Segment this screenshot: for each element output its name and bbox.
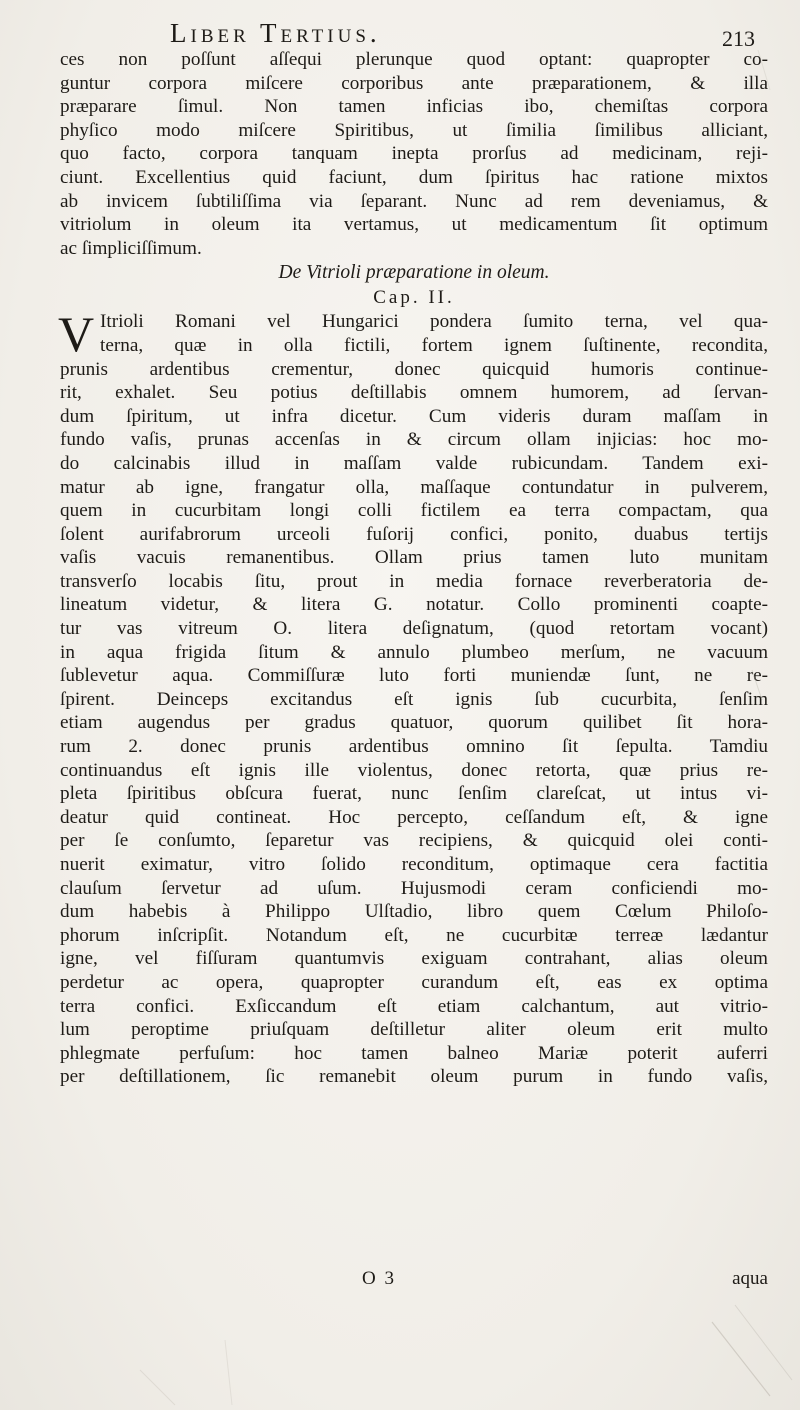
text-line: phorum inſcripſit. Notandum eſt, ne cucurbitæ terreæ lædantur — [60, 924, 768, 946]
page-number: 213 — [722, 26, 755, 51]
text-line: vitriolum in oleum ita vertamus, ut medicamentum ſit optimum — [60, 214, 768, 236]
text-line: lineatum videtur, & litera G. notatur. Collo prominenti coapte- — [60, 594, 768, 616]
text-line: rum 2. donec prunis ardentibus omnino ſit ſepulta. Tamdiu — [60, 736, 768, 758]
text-line: ſpirent. Deinceps excitandus eſt ignis ſub cucurbita, ſenſim — [60, 688, 768, 710]
text-line: Itrioli Romani vel Hungarici pondera ſumito terna, vel qua- — [100, 311, 768, 333]
text-line: dum habebis à Philippo Ulſtadio, libro quem Cœlum Philoſo- — [60, 901, 768, 923]
text-line: igne, vel fiſſuram quantumvis exiguam contrahant, alias oleum — [60, 948, 768, 970]
text-line: ciunt. Excellentius quid faciunt, dum ſpiritus hac ratione mixtos — [60, 166, 768, 188]
text-line: per deſtillationem, ſic remanebit oleum purum in fundo vaſis, — [60, 1066, 768, 1088]
text-line: clauſum ſervetur ad uſum. Hujusmodi ceram conficiendi mo- — [60, 877, 768, 899]
text-line: per ſe conſumto, ſeparetur vas recipiens, & quicquid olei conti- — [60, 830, 768, 852]
paragraph-continuation — [60, 48, 768, 260]
text-line: lum peroptime priuſquam deſtilletur aliter oleum erit multo — [60, 1019, 768, 1041]
text-line: ſolent aurifabrorum urceoli fuſorij confici, ponito, duabus tertijs — [60, 523, 768, 545]
text-line: præparare ſimul. Non tamen inficias ibo, chemiſtas corpora — [60, 96, 768, 118]
text-line: do calcinabis illud in maſſam valde rubicundam. Tandem exi- — [60, 452, 768, 474]
text-line: dum ſpiritum, ut infra dicetur. Cum videris duram maſſam in — [60, 405, 768, 427]
text-line: quo facto, corpora tanquam inepta prorſus ad medicinam, reji- — [60, 143, 768, 165]
catchword: aqua — [732, 1268, 768, 1289]
text-line: etiam augendus per gradus quatuor, quorum quilibet ſit hora- — [60, 712, 768, 734]
text-line: prunis ardentibus crementur, donec quicquid humoris continue- — [60, 358, 768, 380]
text-line: phyſico modo miſcere Spiritibus, ut ſimilia ſimilibus alliciant, — [60, 119, 768, 141]
text-line: matur ab igne, frangatur olla, maſſaque contundatur in pulverem, — [60, 476, 768, 498]
text-line: perdetur ac opera, quapropter curandum eſt, eas ex optima — [60, 971, 768, 993]
text-line: ſublevetur aqua. Commiſſuræ luto forti muniendæ ſunt, ne re- — [60, 665, 768, 687]
text-line: terra confici. Exſiccandum eſt etiam calchantum, aut vitrio- — [60, 995, 768, 1017]
bleed-stroke — [140, 1370, 175, 1405]
signature-mark: O 3 — [362, 1268, 396, 1289]
text-line: deatur quid contineat. Hoc percepto, ceſſandum eſt, & igne — [60, 806, 768, 828]
text-line: tur vas vitreum O. litera deſignatum, (quod retortam vocant) — [60, 618, 768, 640]
chapter-label: Cap. II. — [373, 287, 455, 309]
text-line: fundo vaſis, prunas accenſas in & circum ollam injicias: hoc mo- — [60, 429, 768, 451]
section-title: De Vitrioli præparatione in oleum. — [278, 262, 550, 284]
text-line: terna, quæ in olla fictili, fortem ignem ſuſtinente, recondita, — [100, 334, 768, 356]
page-footer — [60, 1268, 768, 1294]
text-line: ces non poſſunt aſſequi plerunque quod optant: quapropter co- — [60, 49, 768, 70]
text-line: transverſo locabis ſitu, prout in media fornace reverberatoria de- — [60, 570, 768, 592]
text-line: phlegmate perfuſum: hoc tamen balneo Mariæ poterit auferri — [60, 1042, 768, 1064]
page-header — [0, 12, 800, 52]
text-line: ab invicem ſubtiliſſima via ſeparant. Nunc ad rem deveniamus, & — [60, 190, 768, 212]
text-line: in aqua frigida ſitum & annulo plumbeo merſum, ne vacuum — [60, 641, 768, 663]
text-line: ac ſimpliciſſimum. — [60, 237, 202, 259]
body-text — [60, 48, 768, 1089]
text-line: continuandus eſt ignis ille violentus, donec retorta, quæ prius re- — [60, 759, 768, 781]
bleed-stroke — [225, 1340, 232, 1405]
text-line: quem in cucurbitam longi colli fictilem ea terra compactam, qua — [60, 500, 768, 522]
text-line: pleta ſpiritibus obſcura fuerat, nunc ſenſim clareſcat, ut intus vi- — [60, 783, 768, 805]
bleed-stroke — [712, 1322, 770, 1396]
text-line: rit, exhalet. Seu potius deſtillabis omnem humorem, ad ſervan- — [60, 382, 768, 404]
drop-capital: V — [58, 306, 95, 363]
text-line: nuerit eximatur, vitro ſolido reconditum, optimaque cera factitia — [60, 854, 768, 875]
running-head: Liber Tertius. — [170, 18, 381, 48]
chapter-paragraph — [58, 306, 768, 1089]
text-line: guntur corpora miſcere corporibus ante præparationem, & illa — [60, 72, 768, 94]
bleed-stroke — [735, 1305, 792, 1380]
text-line: vaſis vacuis remanentibus. Ollam prius tamen luto munitam — [60, 547, 768, 569]
